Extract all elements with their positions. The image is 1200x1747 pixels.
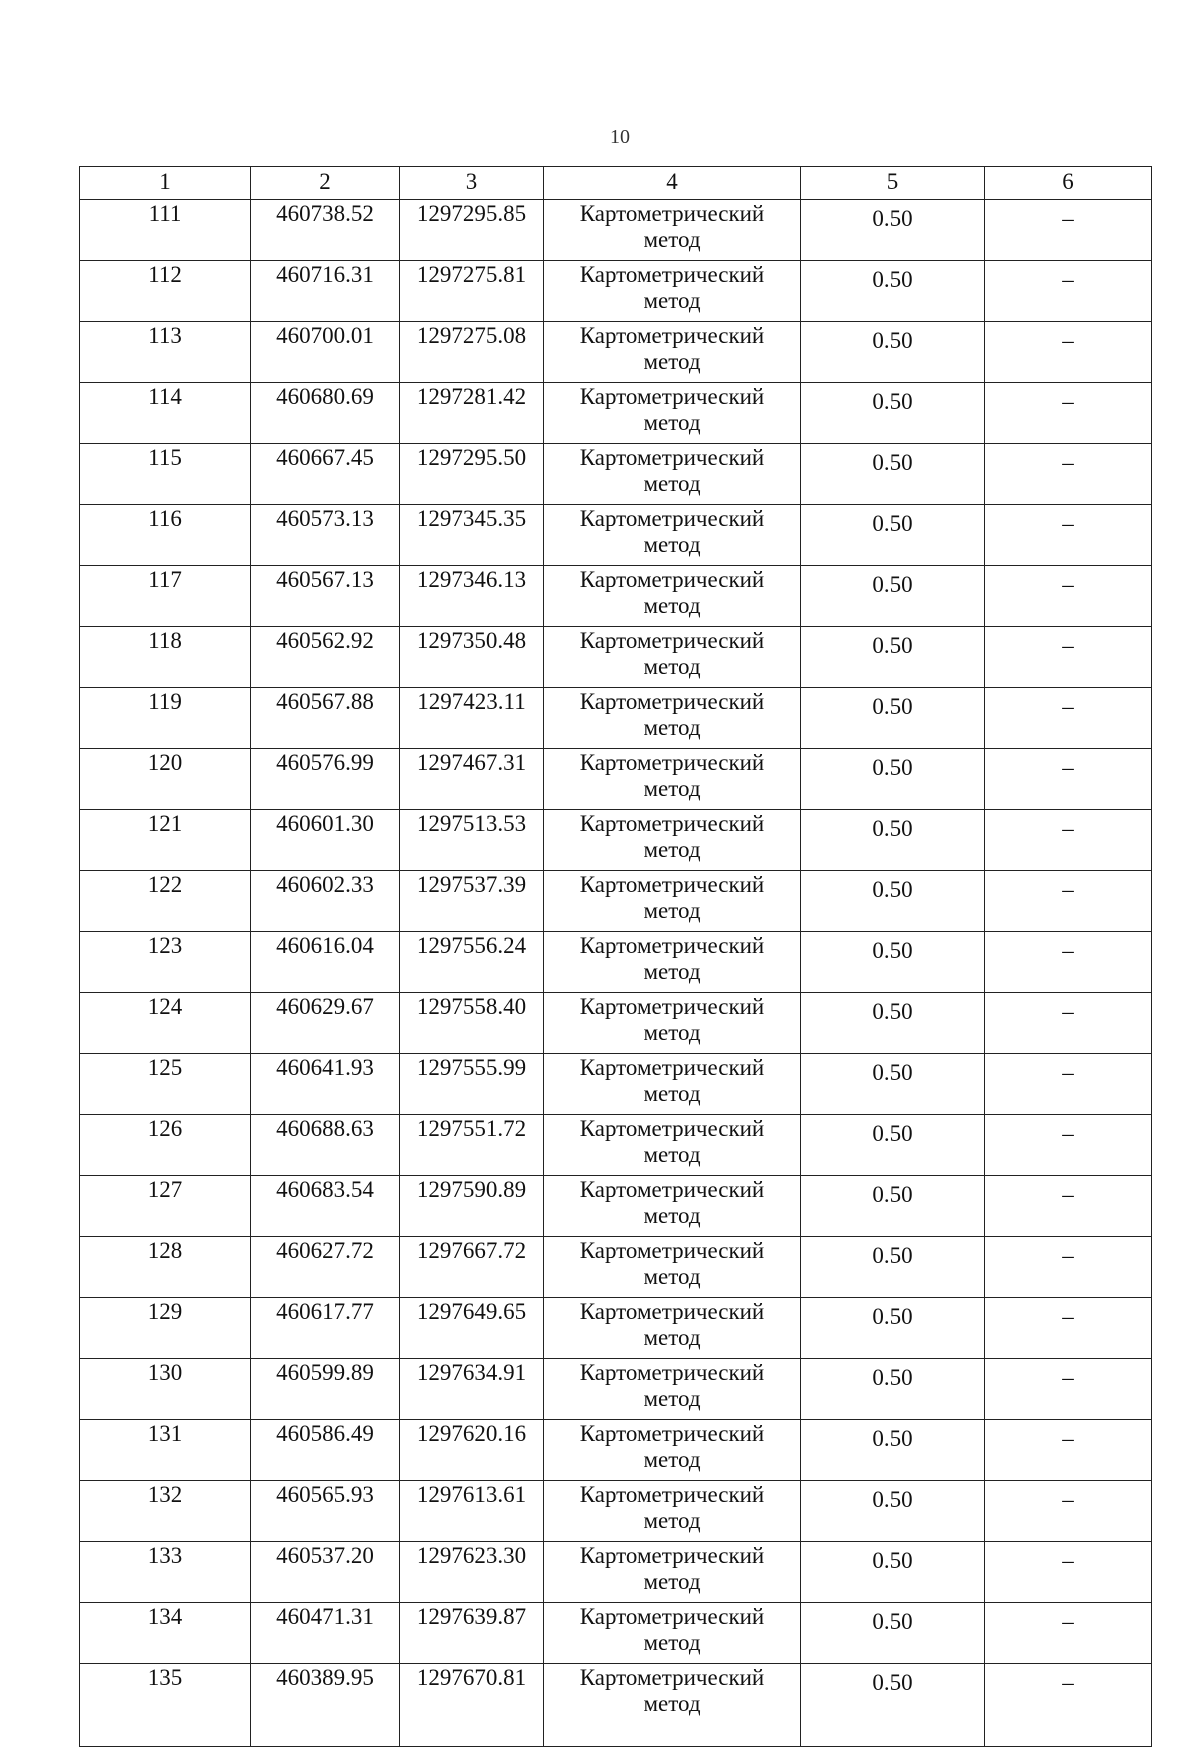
y-coordinate-cell: 1297558.40: [400, 993, 544, 1054]
y-coordinate-cell: 1297556.24: [400, 932, 544, 993]
table-row: [80, 1664, 1152, 1747]
table-row: [80, 261, 1152, 322]
method-line-1: Картометрический: [579, 1055, 765, 1080]
method-cell: [544, 1542, 801, 1603]
accuracy-cell: 0.50: [801, 261, 985, 322]
header-row: [80, 167, 1152, 200]
table-row: [80, 993, 1152, 1054]
accuracy-cell: 0.50: [801, 1420, 985, 1481]
method-line-1: Картометрический: [579, 323, 765, 348]
method-line-2: метод: [643, 959, 701, 984]
method-line-2: метод: [643, 593, 701, 618]
x-coordinate-cell: 460617.77: [251, 1298, 400, 1359]
note-cell: –: [985, 322, 1152, 383]
note-cell: –: [985, 1298, 1152, 1359]
method-cell: [544, 749, 801, 810]
x-coordinate-cell: 460565.93: [251, 1481, 400, 1542]
table-row: [80, 1359, 1152, 1420]
table-row: [80, 932, 1152, 993]
table-row: [80, 383, 1152, 444]
method-line-2: метод: [643, 837, 701, 862]
y-coordinate-cell: 1297423.11: [400, 688, 544, 749]
note-cell: –: [985, 1664, 1152, 1747]
method-cell: [544, 383, 801, 444]
method-line-1: Картометрический: [579, 1116, 765, 1141]
column-header-4: 4: [544, 167, 801, 200]
column-header-2: 2: [251, 167, 400, 200]
x-coordinate-cell: 460680.69: [251, 383, 400, 444]
y-coordinate-cell: 1297295.85: [400, 200, 544, 261]
method-line-2: метод: [643, 532, 701, 557]
note-cell: –: [985, 688, 1152, 749]
y-coordinate-cell: 1297275.81: [400, 261, 544, 322]
method-cell: [544, 932, 801, 993]
y-coordinate-cell: 1297613.61: [400, 1481, 544, 1542]
method-line-2: метод: [643, 1325, 701, 1350]
point-number-cell: 112: [80, 261, 251, 322]
method-cell: [544, 505, 801, 566]
point-number-cell: 120: [80, 749, 251, 810]
note-cell: –: [985, 1237, 1152, 1298]
method-line-1: Картометрический: [579, 872, 765, 897]
y-coordinate-cell: 1297345.35: [400, 505, 544, 566]
x-coordinate-cell: 460683.54: [251, 1176, 400, 1237]
method-line-2: метод: [643, 898, 701, 923]
table-row: [80, 1237, 1152, 1298]
x-coordinate-cell: 460567.88: [251, 688, 400, 749]
accuracy-cell: 0.50: [801, 871, 985, 932]
x-coordinate-cell: 460599.89: [251, 1359, 400, 1420]
method-cell: [544, 688, 801, 749]
x-coordinate-cell: 460537.20: [251, 1542, 400, 1603]
x-coordinate-cell: 460700.01: [251, 322, 400, 383]
method-line-2: метод: [643, 1264, 701, 1289]
table-row: [80, 1542, 1152, 1603]
table-row: [80, 566, 1152, 627]
y-coordinate-cell: 1297551.72: [400, 1115, 544, 1176]
note-cell: –: [985, 627, 1152, 688]
column-header-5: 5: [801, 167, 985, 200]
y-coordinate-cell: 1297590.89: [400, 1176, 544, 1237]
method-line-1: Картометрический: [579, 506, 765, 531]
table-row: [80, 444, 1152, 505]
point-number-cell: 132: [80, 1481, 251, 1542]
table-row: [80, 1420, 1152, 1481]
method-cell: [544, 200, 801, 261]
point-number-cell: 130: [80, 1359, 251, 1420]
table-row: [80, 810, 1152, 871]
page-number: 10: [610, 126, 630, 148]
accuracy-cell: 0.50: [801, 383, 985, 444]
accuracy-cell: 0.50: [801, 1115, 985, 1176]
y-coordinate-cell: 1297620.16: [400, 1420, 544, 1481]
note-cell: –: [985, 1420, 1152, 1481]
accuracy-cell: 0.50: [801, 200, 985, 261]
method-line-2: метод: [643, 410, 701, 435]
method-line-1: Картометрический: [579, 933, 765, 958]
x-coordinate-cell: 460601.30: [251, 810, 400, 871]
method-line-1: Картометрический: [579, 1421, 765, 1446]
note-cell: –: [985, 1603, 1152, 1664]
method-line-2: метод: [643, 1081, 701, 1106]
note-cell: –: [985, 1359, 1152, 1420]
point-number-cell: 115: [80, 444, 251, 505]
method-line-2: метод: [643, 1569, 701, 1594]
method-line-1: Картометрический: [579, 1482, 765, 1507]
method-cell: [544, 1237, 801, 1298]
method-line-1: Картометрический: [579, 1665, 765, 1690]
point-number-cell: 111: [80, 200, 251, 261]
note-cell: –: [985, 749, 1152, 810]
y-coordinate-cell: 1297275.08: [400, 322, 544, 383]
method-cell: [544, 1359, 801, 1420]
method-cell: [544, 993, 801, 1054]
note-cell: –: [985, 871, 1152, 932]
method-line-2: метод: [643, 349, 701, 374]
method-line-1: Картометрический: [579, 201, 765, 226]
x-coordinate-cell: 460389.95: [251, 1664, 400, 1747]
method-cell: [544, 322, 801, 383]
method-line-1: Картометрический: [579, 1604, 765, 1629]
point-number-cell: 134: [80, 1603, 251, 1664]
table-row: [80, 200, 1152, 261]
method-cell: [544, 444, 801, 505]
x-coordinate-cell: 460716.31: [251, 261, 400, 322]
table-row: [80, 1054, 1152, 1115]
point-number-cell: 122: [80, 871, 251, 932]
method-line-2: метод: [643, 1630, 701, 1655]
method-line-2: метод: [643, 1142, 701, 1167]
y-coordinate-cell: 1297467.31: [400, 749, 544, 810]
x-coordinate-cell: 460576.99: [251, 749, 400, 810]
method-cell: [544, 1481, 801, 1542]
table-row: [80, 1176, 1152, 1237]
method-line-1: Картометрический: [579, 750, 765, 775]
accuracy-cell: 0.50: [801, 1603, 985, 1664]
column-header-3: 3: [400, 167, 544, 200]
x-coordinate-cell: 460602.33: [251, 871, 400, 932]
method-cell: [544, 261, 801, 322]
note-cell: –: [985, 932, 1152, 993]
method-line-1: Картометрический: [579, 1238, 765, 1263]
method-line-2: метод: [643, 471, 701, 496]
method-line-2: метод: [643, 1508, 701, 1533]
x-coordinate-cell: 460627.72: [251, 1237, 400, 1298]
note-cell: –: [985, 383, 1152, 444]
method-cell: [544, 1176, 801, 1237]
point-number-cell: 125: [80, 1054, 251, 1115]
note-cell: –: [985, 566, 1152, 627]
x-coordinate-cell: 460616.04: [251, 932, 400, 993]
point-number-cell: 119: [80, 688, 251, 749]
y-coordinate-cell: 1297295.50: [400, 444, 544, 505]
method-line-1: Картометрический: [579, 567, 765, 592]
method-line-1: Картометрический: [579, 994, 765, 1019]
method-line-2: метод: [643, 1386, 701, 1411]
point-number-cell: 128: [80, 1237, 251, 1298]
method-line-2: метод: [643, 1020, 701, 1045]
x-coordinate-cell: 460562.92: [251, 627, 400, 688]
coordinates-table: [79, 166, 1152, 1747]
method-line-2: метод: [643, 1447, 701, 1472]
method-cell: [544, 1115, 801, 1176]
method-cell: [544, 627, 801, 688]
point-number-cell: 113: [80, 322, 251, 383]
accuracy-cell: 0.50: [801, 1237, 985, 1298]
table-row: [80, 1603, 1152, 1664]
accuracy-cell: 0.50: [801, 505, 985, 566]
method-line-1: Картометрический: [579, 445, 765, 470]
table-row: [80, 1481, 1152, 1542]
accuracy-cell: 0.50: [801, 688, 985, 749]
method-cell: [544, 1664, 801, 1747]
point-number-cell: 121: [80, 810, 251, 871]
accuracy-cell: 0.50: [801, 444, 985, 505]
y-coordinate-cell: 1297649.65: [400, 1298, 544, 1359]
x-coordinate-cell: 460573.13: [251, 505, 400, 566]
method-cell: [544, 810, 801, 871]
point-number-cell: 114: [80, 383, 251, 444]
table-row: [80, 627, 1152, 688]
x-coordinate-cell: 460471.31: [251, 1603, 400, 1664]
note-cell: –: [985, 993, 1152, 1054]
point-number-cell: 124: [80, 993, 251, 1054]
accuracy-cell: 0.50: [801, 322, 985, 383]
point-number-cell: 117: [80, 566, 251, 627]
accuracy-cell: 0.50: [801, 1481, 985, 1542]
note-cell: –: [985, 1481, 1152, 1542]
point-number-cell: 123: [80, 932, 251, 993]
x-coordinate-cell: 460738.52: [251, 200, 400, 261]
note-cell: –: [985, 505, 1152, 566]
y-coordinate-cell: 1297513.53: [400, 810, 544, 871]
method-line-1: Картометрический: [579, 628, 765, 653]
x-coordinate-cell: 460567.13: [251, 566, 400, 627]
table-row: [80, 1115, 1152, 1176]
accuracy-cell: 0.50: [801, 932, 985, 993]
accuracy-cell: 0.50: [801, 749, 985, 810]
note-cell: –: [985, 261, 1152, 322]
table-row: [80, 1298, 1152, 1359]
accuracy-cell: 0.50: [801, 1176, 985, 1237]
table-row: [80, 749, 1152, 810]
accuracy-cell: 0.50: [801, 1298, 985, 1359]
y-coordinate-cell: 1297639.87: [400, 1603, 544, 1664]
method-line-1: Картометрический: [579, 689, 765, 714]
method-line-1: Картометрический: [579, 1543, 765, 1568]
note-cell: –: [985, 810, 1152, 871]
accuracy-cell: 0.50: [801, 566, 985, 627]
point-number-cell: 133: [80, 1542, 251, 1603]
x-coordinate-cell: 460688.63: [251, 1115, 400, 1176]
x-coordinate-cell: 460641.93: [251, 1054, 400, 1115]
method-line-2: метод: [643, 715, 701, 740]
point-number-cell: 129: [80, 1298, 251, 1359]
accuracy-cell: 0.50: [801, 627, 985, 688]
y-coordinate-cell: 1297350.48: [400, 627, 544, 688]
method-cell: [544, 871, 801, 932]
table-body: [80, 200, 1152, 1747]
point-number-cell: 126: [80, 1115, 251, 1176]
method-cell: [544, 1298, 801, 1359]
accuracy-cell: 0.50: [801, 1542, 985, 1603]
column-header-1: 1: [80, 167, 251, 200]
method-line-2: метод: [643, 288, 701, 313]
x-coordinate-cell: 460629.67: [251, 993, 400, 1054]
table-row: [80, 871, 1152, 932]
accuracy-cell: 0.50: [801, 1054, 985, 1115]
accuracy-cell: 0.50: [801, 993, 985, 1054]
method-line-1: Картометрический: [579, 1177, 765, 1202]
method-line-1: Картометрический: [579, 811, 765, 836]
note-cell: –: [985, 1176, 1152, 1237]
x-coordinate-cell: 460667.45: [251, 444, 400, 505]
table-header: [80, 167, 1152, 200]
point-number-cell: 127: [80, 1176, 251, 1237]
x-coordinate-cell: 460586.49: [251, 1420, 400, 1481]
note-cell: –: [985, 444, 1152, 505]
table-row: [80, 688, 1152, 749]
method-cell: [544, 1054, 801, 1115]
y-coordinate-cell: 1297670.81: [400, 1664, 544, 1747]
y-coordinate-cell: 1297667.72: [400, 1237, 544, 1298]
table-row: [80, 505, 1152, 566]
method-line-2: метод: [643, 776, 701, 801]
y-coordinate-cell: 1297555.99: [400, 1054, 544, 1115]
y-coordinate-cell: 1297281.42: [400, 383, 544, 444]
note-cell: –: [985, 1054, 1152, 1115]
method-line-1: Картометрический: [579, 1299, 765, 1324]
point-number-cell: 118: [80, 627, 251, 688]
method-line-2: метод: [643, 1203, 701, 1228]
note-cell: –: [985, 200, 1152, 261]
y-coordinate-cell: 1297537.39: [400, 871, 544, 932]
method-line-1: Картометрический: [579, 384, 765, 409]
accuracy-cell: 0.50: [801, 1359, 985, 1420]
method-cell: [544, 566, 801, 627]
y-coordinate-cell: 1297623.30: [400, 1542, 544, 1603]
note-cell: –: [985, 1115, 1152, 1176]
method-cell: [544, 1603, 801, 1664]
note-cell: –: [985, 1542, 1152, 1603]
table-row: [80, 322, 1152, 383]
point-number-cell: 116: [80, 505, 251, 566]
method-cell: [544, 1420, 801, 1481]
accuracy-cell: 0.50: [801, 810, 985, 871]
method-line-1: Картометрический: [579, 1360, 765, 1385]
y-coordinate-cell: 1297634.91: [400, 1359, 544, 1420]
column-header-6: 6: [985, 167, 1152, 200]
method-line-2: метод: [643, 227, 701, 252]
point-number-cell: 131: [80, 1420, 251, 1481]
method-line-2: метод: [643, 1691, 701, 1716]
method-line-1: Картометрический: [579, 262, 765, 287]
y-coordinate-cell: 1297346.13: [400, 566, 544, 627]
accuracy-cell: 0.50: [801, 1664, 985, 1747]
method-line-2: метод: [643, 654, 701, 679]
point-number-cell: 135: [80, 1664, 251, 1747]
